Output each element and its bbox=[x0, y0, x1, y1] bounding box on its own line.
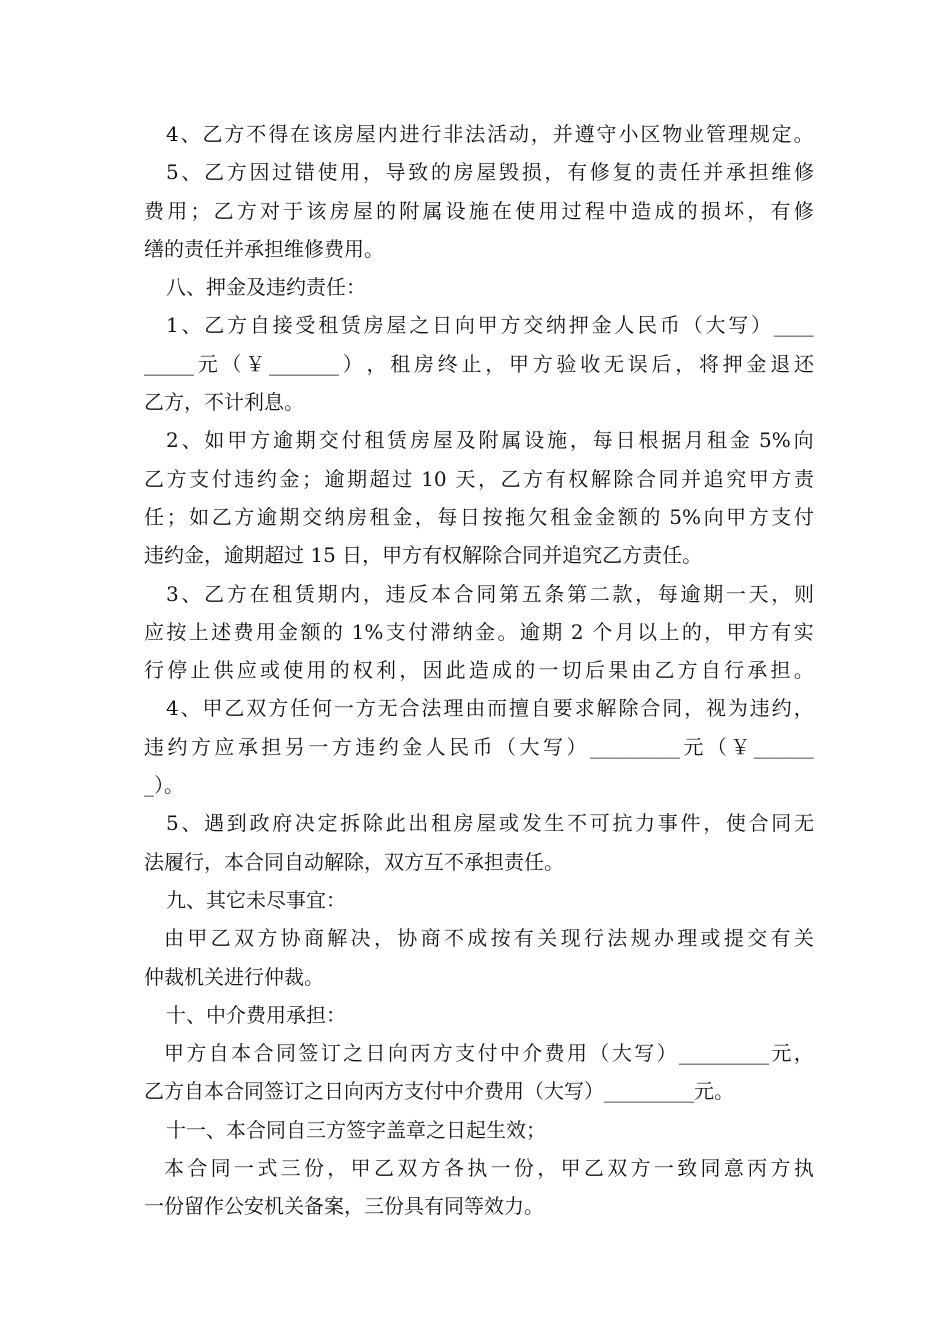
clause-8-2-line-3: 任 ； 如 乙 方 逾 期 交 纳 房 租 金 ， 每 日 按 拖 欠 租 金 金 额 的 5% 向 甲 方 支 付 bbox=[144, 504, 814, 529]
clause-8-3-line-1: 3 、 乙 方 在 租 赁 期 内 ， 违 反 本 合 同 第 五 条 第 二 款 ， 每 逾 期 一 天 ， 则 bbox=[166, 581, 814, 606]
clause-8-5-line-2: 法履行，本合同自动解除，双方互不承担责任。 bbox=[144, 849, 564, 874]
clause-7-5-line-1: 5 、 乙 方 因 过 错 使 用 ， 导 致 的 房 屋 毁 损 ， 有 修 复 的 责 任 并 承 担 维 修 bbox=[166, 160, 814, 185]
contract-page bbox=[144, 115, 814, 1226]
section-11-body-line-1: 本 合 同 一 式 三 份 ， 甲 乙 双 方 各 执 一 份 ， 甲 乙 双 方 一 致 同 意 丙 方 执 bbox=[164, 1156, 814, 1181]
section-10-party-a-fee: 甲 方 自 本 合 同 签 订 之 日 向 丙 方 支 付 中 介 费 用 （ 大 写 ） _________ 元 ， bbox=[164, 1041, 814, 1066]
clause-8-2-line-1: 2 、 如 甲 方 逾 期 交 付 租 赁 房 屋 及 附 属 设 施 ， 每 日 根 据 月 租 金 5% 向 bbox=[166, 428, 814, 453]
section-8-heading: 八、押金及违约责任： bbox=[166, 275, 366, 300]
clause-7-4: 4 、 乙 方 不 得 在 该 房 屋 内 进 行 非 法 活 动 ， 并 遵 守 小 区 物 业 管 理 规 定 。 bbox=[166, 122, 814, 146]
clause-8-4-line-1: 4 、 甲 乙 双 方 任 何 一 方 无 合 法 理 由 而 擅 自 要 求 解 除 合 同 ， 视 为 违 约 ， bbox=[166, 696, 814, 721]
clause-8-1-line-1: 1 、 乙 方 自 接 受 租 赁 房 屋 之 日 向 甲 方 交 纳 押 金 人 民 币 （ 大 写 ） ____ bbox=[166, 313, 814, 338]
section-9-body-line-1: 由 甲 乙 双 方 协 商 解 决 ， 协 商 不 成 按 有 关 现 行 法 规 办 理 或 提 交 有 关 bbox=[164, 926, 814, 951]
clause-7-5-line-3: 缮的责任并承担维修费用。 bbox=[144, 236, 384, 261]
clause-8-1-line-3: 乙方，不计利息。 bbox=[144, 390, 304, 415]
section-10-party-b-fee: 乙方自本合同签订之日向丙方支付中介费用（大写）_________元。 bbox=[144, 1079, 734, 1104]
section-9-heading: 九、其它未尽事宜： bbox=[166, 887, 346, 912]
section-11-heading: 十一、本合同自三方签字盖章之日起生效； bbox=[166, 1117, 546, 1142]
clause-8-3-line-2: 应 按 上 述 费 用 金 额 的 1% 支 付 滞 纳 金 。 逾 期 2 个 月 以 上 的 ， 甲 方 有 实 bbox=[144, 619, 814, 644]
clause-7-5-line-2: 费 用 ； 乙 方 对 于 该 房 屋 的 附 属 设 施 在 使 用 过 程 中 造 成 的 损 坏 ， 有 修 bbox=[144, 198, 814, 223]
clause-8-2-line-2: 乙 方 支 付 违 约 金 ； 逾 期 超 过 10 天 ， 乙 方 有 权 解 除 合 同 并 追 究 甲 方 责 bbox=[144, 466, 814, 491]
section-10-heading: 十、中介费用承担： bbox=[166, 1002, 346, 1027]
clause-8-4-line-3: _）。 bbox=[144, 773, 184, 798]
clause-8-5-line-1: 5 、 遇 到 政 府 决 定 拆 除 此 出 租 房 屋 或 发 生 不 可 抗 力 事 件 ， 使 合 同 无 bbox=[166, 811, 814, 836]
clause-8-2-line-4: 违约金，逾期超过 15 日，甲方有权解除合同并追究乙方责任。 bbox=[144, 543, 703, 568]
clause-8-3-line-3: 行 停 止 供 应 或 使 用 的 权 利 ， 因 此 造 成 的 一 切 后 果 由 乙 方 自 行 承 担 。 bbox=[144, 658, 814, 683]
section-9-body-line-2: 仲裁机关进行仲裁。 bbox=[144, 964, 324, 989]
clause-8-1-line-2: _____ 元 （ ￥ _______ ） ， 租 房 终 止 ， 甲 方 验 收 无 误 后 ， 将 押 金 退 还 bbox=[144, 351, 814, 376]
section-11-body-line-2: 一份留作公安机关备案，三份具有同等效力。 bbox=[144, 1194, 544, 1219]
clause-8-4-line-2: 违 约 方 应 承 担 另 一 方 违 约 金 人 民 币 （ 大 写 ） _________ 元 （ ￥ ______ bbox=[144, 734, 814, 759]
